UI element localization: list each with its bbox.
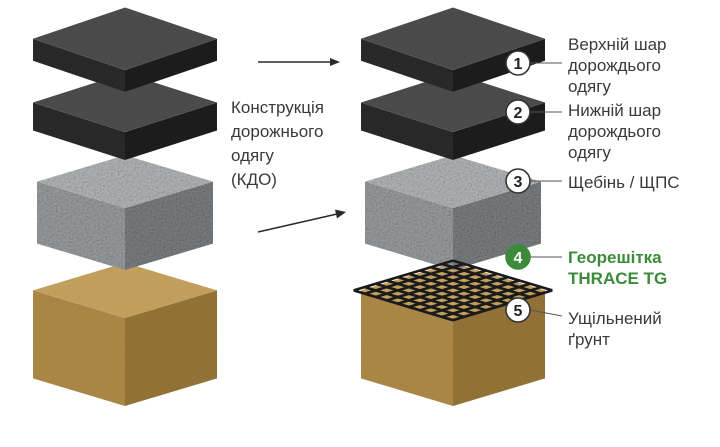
kdo-caption-line-1: Конструкція <box>231 98 324 117</box>
layer-2-label-line: одягу <box>568 143 611 162</box>
arrow-bottom <box>258 210 346 233</box>
callout-number: 2 <box>513 105 523 122</box>
layer-1-label-line: одягу <box>568 77 611 96</box>
right-soil-block <box>361 263 545 406</box>
layer-5-label-line: Ущільнений <box>568 309 662 328</box>
layer-4-label-line: THRACE TG <box>568 269 668 288</box>
left-upper-asphalt-block <box>33 7 217 92</box>
layer-4-label-line: Георешітка <box>568 248 662 267</box>
layer-2-label-line: Нижній шар <box>568 101 662 120</box>
arrow-top <box>258 58 340 66</box>
layer-5-label-line: ґрунт <box>568 330 610 349</box>
layer-1-label <box>568 34 667 97</box>
callout-number: 1 <box>513 56 523 73</box>
layer-5-label <box>568 308 662 350</box>
layer-3-label-line: Щебінь / ЩПС <box>568 173 680 192</box>
layer-3-label <box>568 172 680 193</box>
layer-1-label-line: дорождього <box>568 56 661 75</box>
left-layer-stack <box>33 7 217 406</box>
left-gravel-block <box>37 155 213 270</box>
callout-number: 4 <box>513 250 523 267</box>
callout-number: 3 <box>513 174 523 191</box>
callout-4 <box>506 245 562 269</box>
kdo-caption-line-4: (КДО) <box>231 170 277 189</box>
layer-4-label <box>568 247 667 289</box>
right-upper-asphalt-block <box>361 7 545 92</box>
layer-1-label-line: Верхній шар <box>568 35 667 54</box>
left-soil-block <box>33 263 217 406</box>
kdo-caption-line-3: одягу <box>231 146 274 165</box>
callout-number: 5 <box>513 303 523 320</box>
layer-2-label <box>568 100 661 163</box>
layer-2-label-line: дорождього <box>568 122 661 141</box>
kdo-caption <box>231 96 324 192</box>
kdo-caption-line-2: дорожнього <box>231 122 324 141</box>
